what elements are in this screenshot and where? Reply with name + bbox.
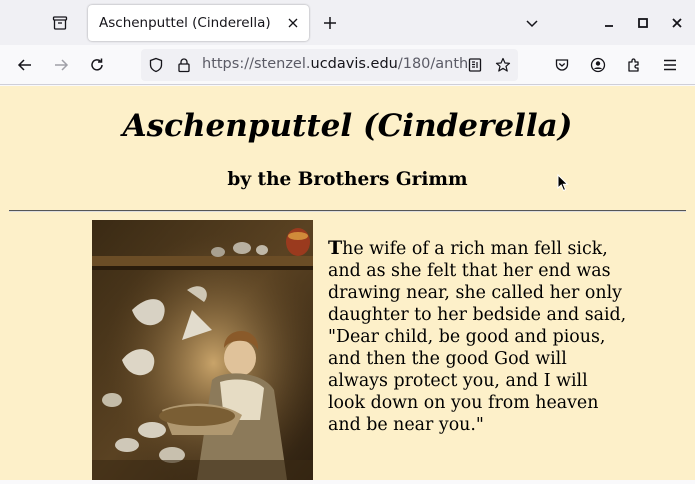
close-icon bbox=[671, 17, 683, 29]
reload-button[interactable] bbox=[83, 51, 111, 79]
page-title: Aschenputtel (Cinderella) bbox=[122, 108, 573, 144]
pocket-icon bbox=[554, 57, 570, 73]
author-byline: by the Brothers Grimm bbox=[227, 169, 468, 190]
url-prefix: https://stenzel. bbox=[202, 56, 311, 72]
app-menu-button[interactable] bbox=[656, 51, 684, 79]
address-bar[interactable] bbox=[141, 49, 518, 81]
cinderella-illustration bbox=[92, 220, 313, 480]
url-host: ucdavis.edu bbox=[310, 56, 398, 72]
navigation-toolbar bbox=[0, 45, 695, 85]
tab-list-button[interactable] bbox=[46, 9, 74, 37]
forward-button[interactable] bbox=[47, 51, 75, 79]
story-paragraph-text: he wife of a rich man fell sick, and as she felt that her end was drawing near, she called her only daughter to her bedside and said, "Dear child, be good and pious, and then the good God will always protect you, and I will look down on you from heaven and be near you." bbox=[328, 239, 627, 435]
horizontal-rule bbox=[9, 210, 686, 212]
plus-icon bbox=[322, 15, 338, 31]
arrow-left-icon bbox=[17, 57, 33, 73]
web-page bbox=[0, 86, 695, 480]
new-tab-button[interactable] bbox=[316, 9, 344, 37]
maximize-icon bbox=[637, 17, 649, 29]
minimize-icon bbox=[603, 17, 615, 29]
hamburger-menu-icon bbox=[662, 57, 678, 73]
close-window-button[interactable] bbox=[663, 9, 691, 37]
account-icon bbox=[590, 57, 606, 73]
close-icon bbox=[287, 17, 299, 29]
puzzle-icon bbox=[626, 57, 642, 73]
list-all-tabs-button[interactable] bbox=[518, 9, 546, 37]
archive-icon bbox=[52, 15, 68, 31]
pocket-button[interactable] bbox=[548, 51, 576, 79]
lock-icon bbox=[176, 57, 192, 73]
url-text[interactable] bbox=[202, 56, 469, 72]
active-tab[interactable] bbox=[88, 5, 309, 41]
tab-title: Aschenputtel (Cinderella) bbox=[99, 15, 271, 31]
arrow-right-icon bbox=[53, 57, 69, 73]
extensions-button[interactable] bbox=[620, 51, 648, 79]
tab-close-button[interactable] bbox=[281, 11, 305, 35]
reader-view-icon bbox=[467, 57, 483, 73]
site-security-icon[interactable] bbox=[174, 55, 194, 75]
drop-cap-letter: T bbox=[328, 237, 343, 259]
account-button[interactable] bbox=[584, 51, 612, 79]
reader-view-button[interactable] bbox=[465, 55, 485, 75]
back-button[interactable] bbox=[11, 51, 39, 79]
url-path: /180/anth bbox=[397, 56, 469, 72]
shield-icon bbox=[148, 57, 164, 73]
tab-strip bbox=[0, 0, 695, 45]
mouse-cursor-icon bbox=[557, 174, 569, 192]
minimize-button[interactable] bbox=[595, 9, 623, 37]
star-icon bbox=[495, 57, 511, 73]
bookmark-button[interactable] bbox=[493, 55, 513, 75]
chevron-down-icon bbox=[525, 16, 539, 30]
reload-icon bbox=[89, 57, 105, 73]
story-paragraph bbox=[328, 237, 628, 436]
maximize-button[interactable] bbox=[629, 9, 657, 37]
tracking-protection-icon[interactable] bbox=[146, 55, 166, 75]
